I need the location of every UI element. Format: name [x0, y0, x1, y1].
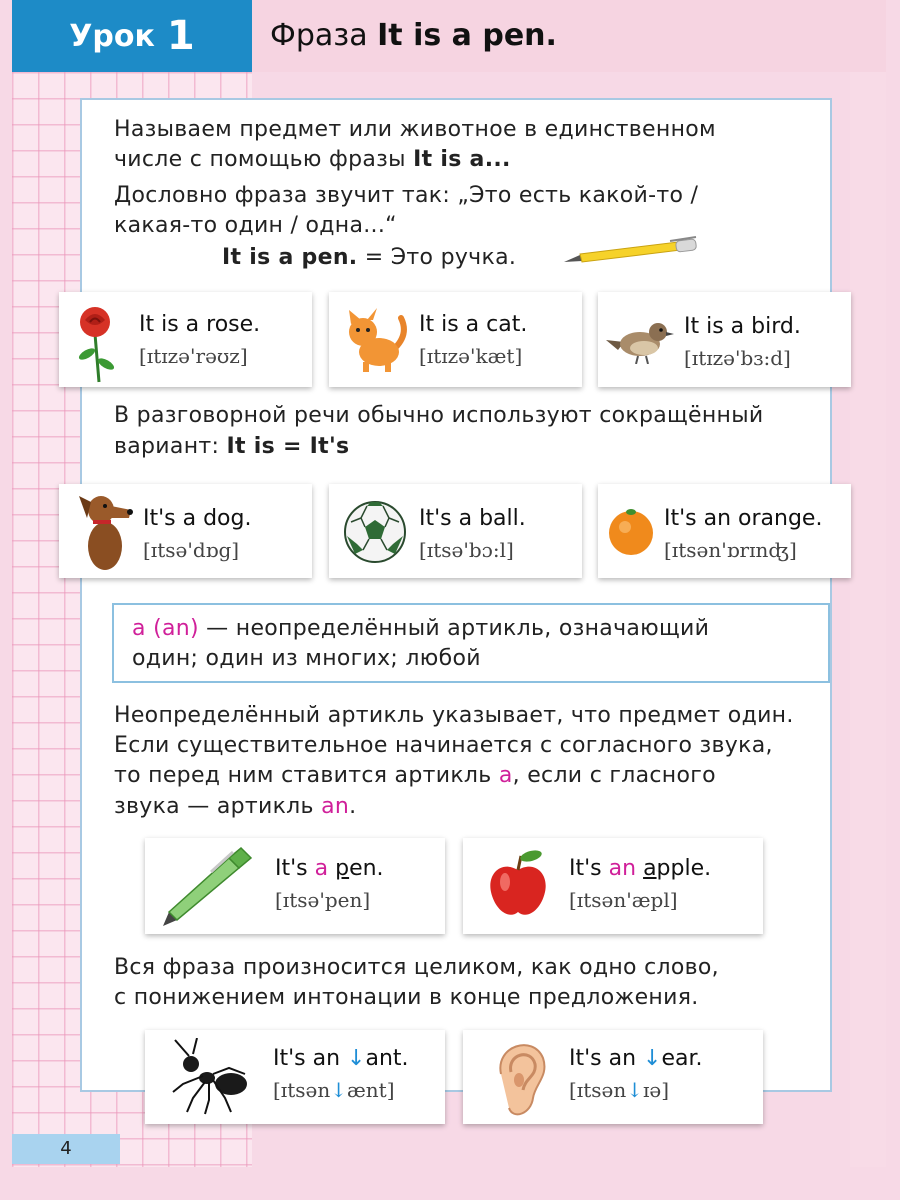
- intro-line-2-bold: It is a...: [413, 147, 511, 172]
- title-prefix: Фраза: [270, 18, 368, 53]
- lesson-tab: [12, 0, 252, 72]
- card-transcription: [ɪtsə'bɔ:l]: [419, 538, 514, 562]
- card-phrase: It's a dog.: [143, 506, 252, 531]
- note-line-1: [132, 613, 709, 645]
- phrase-rest: pple.: [656, 856, 712, 881]
- orange-icon: [606, 506, 656, 556]
- card-transcription: [ɪtɪzə'bɜ:d]: [684, 346, 791, 370]
- phrase-first-letter: a: [643, 856, 657, 881]
- card-transcription: [ɪtsə'pen]: [275, 888, 371, 912]
- phrase-word: ear.: [661, 1046, 703, 1071]
- card-phrase: It is a rose.: [139, 312, 261, 337]
- card-transcription: [569, 1078, 669, 1102]
- apple-icon: [485, 848, 551, 920]
- tr-rest: ɪə]: [642, 1078, 670, 1102]
- note-definition-2: один; один из многих; любой: [132, 646, 481, 671]
- intonation-line-1: Вся фраза произносится целиком, как одно слово,: [114, 955, 719, 980]
- note-definition-1: — неопределённый артикль, означающий: [198, 616, 710, 641]
- phrase-rest: en.: [349, 856, 384, 881]
- phrase-prefix: It's: [569, 856, 609, 881]
- colloquial-line-2-text: вариант:: [114, 434, 220, 459]
- phrase-prefix: It's: [275, 856, 315, 881]
- page-title: [270, 18, 557, 53]
- card-orange: [598, 484, 851, 578]
- card-pen: [145, 838, 445, 934]
- tr-rest: ænt]: [346, 1078, 395, 1102]
- card-ear: [463, 1030, 763, 1124]
- pen-icon: [159, 846, 255, 930]
- rule-line-4-a: звука — артикль: [114, 794, 322, 819]
- down-arrow-icon: ↓: [643, 1046, 662, 1071]
- phrase-prefix: It's an: [569, 1046, 644, 1071]
- phrase-article: an: [608, 856, 637, 881]
- colloquial-line-2: [114, 431, 349, 463]
- intro-line-3: Дословно фраза звучит так: „Это есть какой-то /: [114, 183, 699, 208]
- intonation-line-2: с понижением интонации в конце предложения.: [114, 985, 699, 1010]
- intro-line-1: Называем предмет или животное в единственном: [114, 117, 716, 142]
- card-transcription: [ɪtsən'ɒrɪnʤ]: [664, 538, 797, 562]
- down-arrow-icon: ↓: [347, 1046, 366, 1071]
- rule-line-3-a: то перед ним ставится артикль: [114, 763, 499, 788]
- rule-line-4-b: .: [349, 794, 357, 819]
- phrase-first-letter: p: [335, 856, 350, 881]
- intro-example-bold: It is a pen.: [222, 245, 358, 270]
- card-dog: [59, 484, 312, 578]
- rule-article-an: an: [321, 794, 350, 819]
- card-transcription: [273, 1078, 395, 1102]
- intro-line-2-text: числе с помощью фразы: [114, 147, 406, 172]
- card-phrase: [275, 856, 384, 881]
- card-phrase: It is a bird.: [684, 314, 801, 339]
- rule-line-3: [114, 760, 716, 792]
- ant-icon: [169, 1038, 253, 1116]
- colloquial-line-1: В разговорной речи обычно используют сокращённый: [114, 403, 764, 428]
- down-arrow-icon: ↓: [330, 1078, 347, 1102]
- card-ant: [145, 1030, 445, 1124]
- phrase-word: ant.: [365, 1046, 409, 1071]
- card-phrase: [569, 856, 711, 881]
- card-transcription: [ɪtɪzə'kæt]: [419, 344, 523, 368]
- down-arrow-icon: ↓: [626, 1078, 643, 1102]
- card-transcription: [ɪtsən'æpl]: [569, 888, 678, 912]
- card-cat: [329, 292, 582, 387]
- card-phrase: It's a ball.: [419, 506, 526, 531]
- rule-line-4: [114, 791, 356, 823]
- note-term: a (an): [132, 616, 199, 641]
- card-phrase: It is a cat.: [419, 312, 528, 337]
- lesson-label: Урок: [69, 18, 155, 54]
- card-transcription: [ɪtsə'dɒg]: [143, 538, 240, 562]
- yellow-pen-icon: [560, 236, 705, 266]
- card-transcription: [ɪtɪzə'rəʊz]: [139, 344, 248, 368]
- intro-line-2: [114, 144, 511, 176]
- card-phrase: [273, 1046, 409, 1071]
- card-apple: [463, 838, 763, 934]
- rose-icon: [73, 302, 117, 384]
- cat-icon: [343, 308, 409, 372]
- card-ball: [329, 484, 582, 578]
- intro-example-rest: = Это ручка.: [357, 245, 517, 270]
- lesson-number: 1: [166, 13, 195, 59]
- card-rose: [59, 292, 312, 387]
- card-phrase: [569, 1046, 703, 1071]
- rule-line-2: Если существительное начинается с согласного звука,: [114, 733, 773, 758]
- rule-line-1: Неопределённый артикль указывает, что предмет один.: [114, 703, 794, 728]
- intro-line-4: какая-то один / одна...“: [114, 213, 397, 238]
- phrase-prefix: It's an: [273, 1046, 348, 1071]
- page-number: 4: [12, 1134, 120, 1164]
- rule-line-3-b: , если с гласного: [512, 763, 716, 788]
- phrase-article: a: [314, 856, 329, 881]
- bird-icon: [604, 320, 674, 364]
- tr-prefix: [ɪtsən: [273, 1078, 331, 1102]
- ball-icon: [343, 500, 407, 564]
- colloquial-line-2-bold: It is = It's: [226, 434, 350, 459]
- ear-icon: [487, 1034, 551, 1120]
- card-bird: [598, 292, 851, 387]
- article-note-box: [112, 603, 830, 683]
- right-margin-strip: [850, 72, 886, 1167]
- dog-icon: [77, 490, 133, 572]
- tr-prefix: [ɪtsən: [569, 1078, 627, 1102]
- title-phrase: It is a pen.: [377, 18, 557, 53]
- card-phrase: It's an orange.: [664, 506, 823, 531]
- phrase-space: [636, 856, 643, 881]
- intro-example: [222, 242, 516, 274]
- rule-article-a: a: [498, 763, 513, 788]
